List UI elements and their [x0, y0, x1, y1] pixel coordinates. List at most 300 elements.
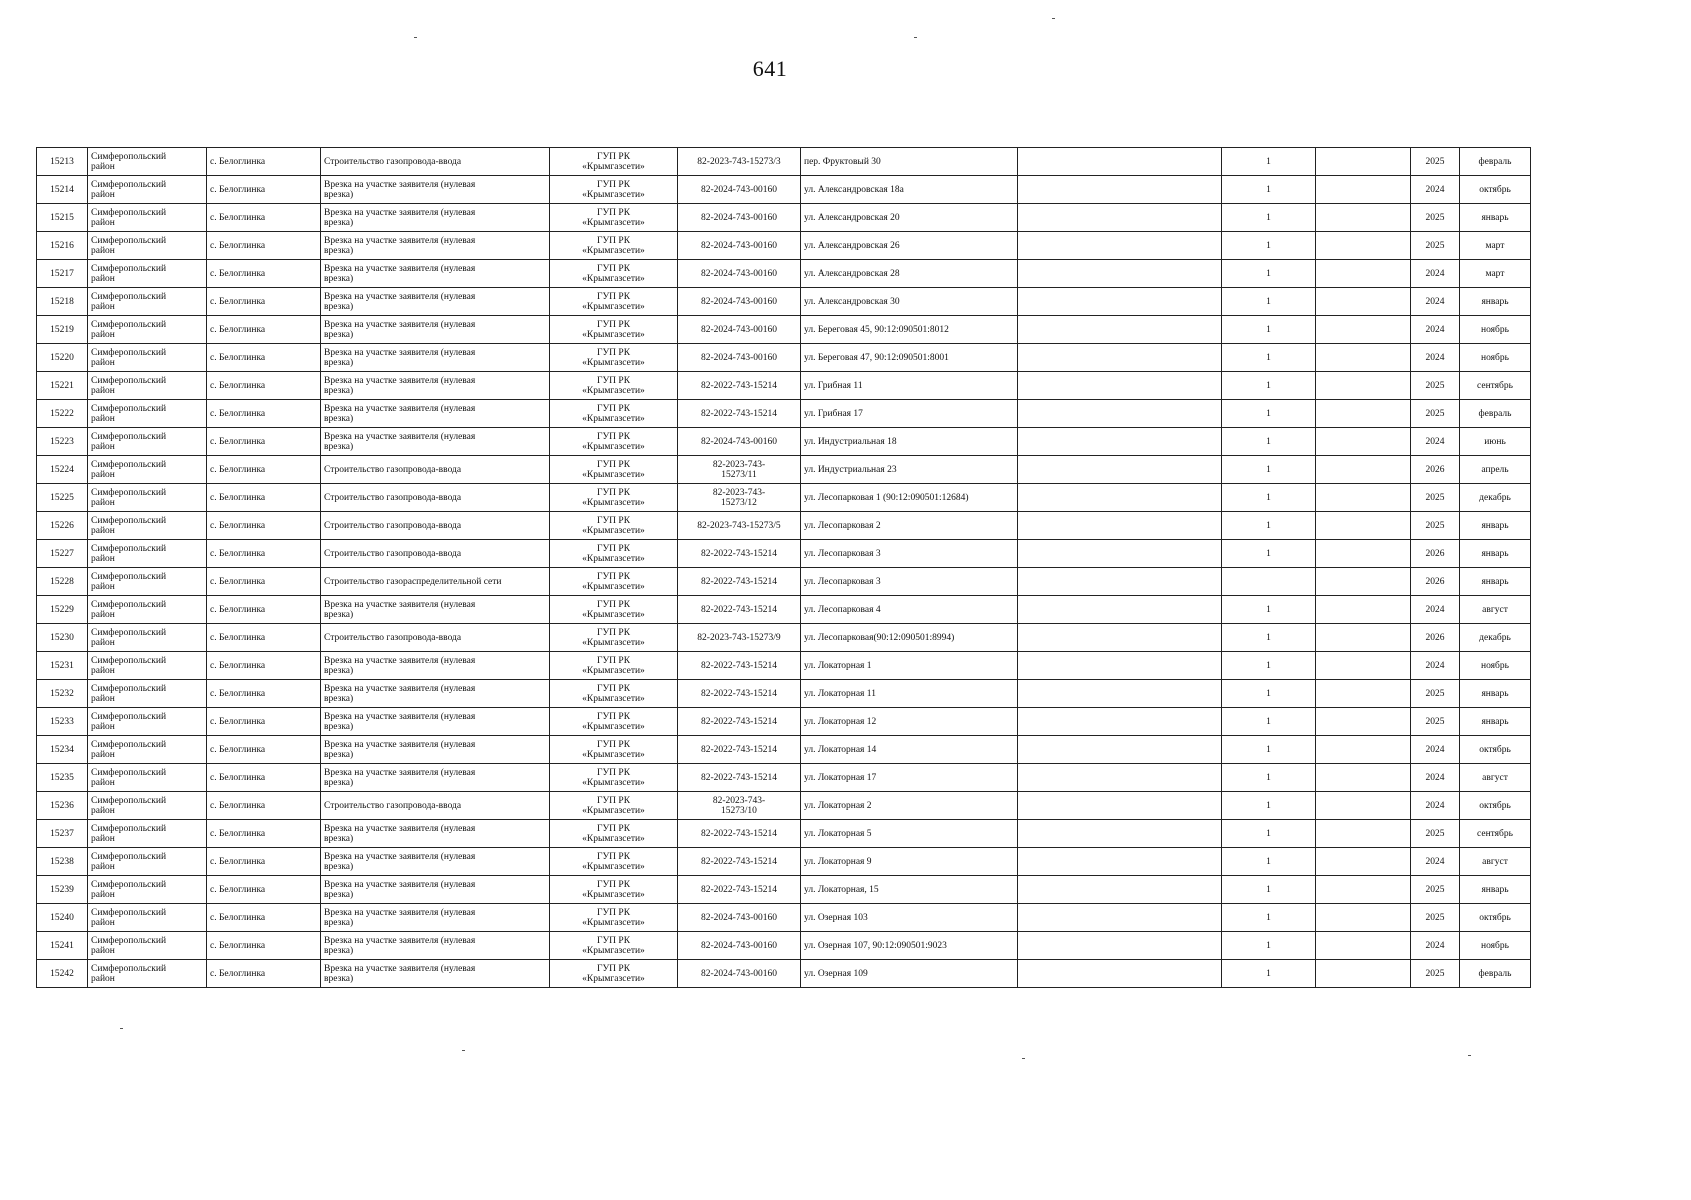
cell-district: [88, 316, 207, 344]
cell-project-code: [678, 512, 801, 540]
cell-id: 15217: [37, 260, 88, 288]
cell-work-type-line: врезка): [324, 273, 354, 284]
cell-work-type: [321, 512, 550, 540]
cell-project-code-line: 82-2022-743-15214: [701, 408, 777, 419]
cell-district-line: район: [91, 385, 115, 396]
cell-district-line: район: [91, 749, 115, 760]
cell-organization-line: ГУП РК: [596, 627, 631, 638]
cell-project-code-line: 82-2023-743-15273/9: [697, 632, 781, 643]
cell-organization-line: ГУП РК: [596, 851, 631, 862]
cell-empty: [1018, 708, 1222, 736]
cell-work-type: [321, 736, 550, 764]
cell-district-line: район: [91, 693, 115, 704]
cell-work-type: [321, 624, 550, 652]
cell-address: ул. Локаторная 2: [801, 792, 1018, 820]
cell-organization-line: ГУП РК: [596, 263, 631, 274]
cell-work-type-line: врезка): [324, 413, 354, 424]
cell-settlement: с. Белоглинка: [207, 596, 321, 624]
cell-district: [88, 596, 207, 624]
cell-empty: [1018, 820, 1222, 848]
cell-empty: [1316, 428, 1411, 456]
cell-address: ул. Грибная 17: [801, 400, 1018, 428]
cell-empty: [1316, 652, 1411, 680]
cell-work-type-line: врезка): [324, 301, 354, 312]
cell-work-type-line: врезка): [324, 917, 354, 928]
cell-settlement: с. Белоглинка: [207, 624, 321, 652]
cell-project-code: [678, 932, 801, 960]
cell-organization: [550, 764, 678, 792]
cell-id: 15231: [37, 652, 88, 680]
cell-month: октябрь: [1460, 736, 1531, 764]
cell-project-code: [678, 372, 801, 400]
cell-address: ул. Локаторная 9: [801, 848, 1018, 876]
cell-id: 15223: [37, 428, 88, 456]
cell-project-code-line: 82-2024-743-00160: [701, 296, 777, 307]
cell-year: 2026: [1411, 540, 1460, 568]
cell-project-code: [678, 204, 801, 232]
cell-district: [88, 344, 207, 372]
cell-settlement: с. Белоглинка: [207, 204, 321, 232]
cell-empty: [1018, 344, 1222, 372]
cell-month: июнь: [1460, 428, 1531, 456]
cell-project-code: [678, 624, 801, 652]
cell-work-type: [321, 904, 550, 932]
cell-organization: [550, 316, 678, 344]
cell-district-line: район: [91, 861, 115, 872]
cell-quantity: 1: [1222, 764, 1316, 792]
cell-month: ноябрь: [1460, 344, 1531, 372]
cell-district: [88, 932, 207, 960]
cell-organization-line: «Крымгазсети»: [582, 609, 645, 620]
cell-work-type: [321, 484, 550, 512]
cell-settlement: с. Белоглинка: [207, 372, 321, 400]
cell-empty: [1316, 344, 1411, 372]
cell-settlement: с. Белоглинка: [207, 400, 321, 428]
cell-month: февраль: [1460, 400, 1531, 428]
cell-empty: [1316, 708, 1411, 736]
cell-work-type: [321, 708, 550, 736]
cell-month: январь: [1460, 288, 1531, 316]
table-row: [37, 736, 1531, 764]
cell-empty: [1316, 680, 1411, 708]
cell-id: 15240: [37, 904, 88, 932]
cell-quantity: 1: [1222, 232, 1316, 260]
cell-month: март: [1460, 232, 1531, 260]
cell-district-line: район: [91, 525, 115, 536]
cell-district-line: Симферопольский: [91, 571, 167, 582]
cell-quantity: [1222, 568, 1316, 596]
table-row: [37, 568, 1531, 596]
cell-work-type: [321, 848, 550, 876]
cell-organization-line: «Крымгазсети»: [582, 889, 645, 900]
cell-project-code-line: 82-2022-743-15214: [701, 548, 777, 559]
cell-empty: [1018, 736, 1222, 764]
cell-project-code: [678, 904, 801, 932]
cell-work-type-line: Врезка на участке заявителя (нулевая: [324, 179, 476, 190]
cell-settlement: с. Белоглинка: [207, 764, 321, 792]
cell-quantity: 1: [1222, 960, 1316, 988]
cell-organization: [550, 484, 678, 512]
cell-year: 2026: [1411, 568, 1460, 596]
cell-organization-line: «Крымгазсети»: [582, 525, 645, 536]
cell-district-line: Симферопольский: [91, 599, 167, 610]
cell-project-code-line: 82-2022-743-15214: [701, 856, 777, 867]
cell-id: 15233: [37, 708, 88, 736]
cell-project-code-line: 82-2022-743-15214: [701, 380, 777, 391]
cell-organization: [550, 708, 678, 736]
cell-district: [88, 148, 207, 176]
cell-district-line: Симферопольский: [91, 235, 167, 246]
cell-project-code: [678, 568, 801, 596]
cell-organization-line: ГУП РК: [596, 907, 631, 918]
cell-district-line: Симферопольский: [91, 711, 167, 722]
cell-work-type-line: Строительство газопровода-ввода: [324, 520, 462, 531]
cell-month: октябрь: [1460, 176, 1531, 204]
cell-work-type-line: Врезка на участке заявителя (нулевая: [324, 935, 476, 946]
cell-year: 2024: [1411, 736, 1460, 764]
cell-organization-line: «Крымгазсети»: [582, 357, 645, 368]
cell-work-type-line: врезка): [324, 861, 354, 872]
cell-district-line: район: [91, 609, 115, 620]
cell-organization-line: ГУП РК: [596, 795, 631, 806]
cell-organization: [550, 904, 678, 932]
cell-organization-line: ГУП РК: [596, 767, 631, 778]
cell-year: 2025: [1411, 876, 1460, 904]
cell-settlement: с. Белоглинка: [207, 932, 321, 960]
cell-quantity: 1: [1222, 652, 1316, 680]
cell-empty: [1316, 484, 1411, 512]
cell-district-line: район: [91, 945, 115, 956]
cell-project-code-line: 82-2022-743-15214: [701, 576, 777, 587]
cell-empty: [1018, 680, 1222, 708]
page-number: 641: [752, 56, 788, 81]
cell-work-type: [321, 232, 550, 260]
cell-organization: [550, 680, 678, 708]
cell-district-line: район: [91, 273, 115, 284]
cell-work-type: [321, 372, 550, 400]
cell-project-code: [678, 428, 801, 456]
cell-id: 15225: [37, 484, 88, 512]
cell-project-code-line: 82-2022-743-15214: [701, 828, 777, 839]
cell-project-code: [678, 260, 801, 288]
table-row: [37, 372, 1531, 400]
cell-district-line: Симферопольский: [91, 263, 167, 274]
cell-organization-line: ГУП РК: [596, 683, 631, 694]
cell-organization-line: «Крымгазсети»: [582, 973, 645, 984]
cell-district-line: Симферопольский: [91, 207, 167, 218]
cell-organization: [550, 400, 678, 428]
cell-year: 2024: [1411, 596, 1460, 624]
cell-project-code: [678, 232, 801, 260]
cell-project-code-line: 82-2022-743-15214: [701, 604, 777, 615]
cell-district-line: район: [91, 217, 115, 228]
cell-id: 15229: [37, 596, 88, 624]
cell-settlement: с. Белоглинка: [207, 960, 321, 988]
cell-district-line: Симферопольский: [91, 179, 167, 190]
cell-project-code-line: 15273/10: [721, 805, 757, 816]
cell-year: 2025: [1411, 148, 1460, 176]
cell-work-type-line: врезка): [324, 693, 354, 704]
cell-work-type-line: Врезка на участке заявителя (нулевая: [324, 879, 476, 890]
table-row: [37, 232, 1531, 260]
cell-id: 15238: [37, 848, 88, 876]
cell-district-line: Симферопольский: [91, 795, 167, 806]
cell-address: ул. Локаторная 11: [801, 680, 1018, 708]
cell-month: октябрь: [1460, 792, 1531, 820]
cell-month: январь: [1460, 512, 1531, 540]
cell-empty: [1316, 148, 1411, 176]
cell-empty: [1316, 540, 1411, 568]
cell-project-code: [678, 484, 801, 512]
cell-id: 15218: [37, 288, 88, 316]
cell-work-type-line: Строительство газопровода-ввода: [324, 156, 462, 167]
cell-month: август: [1460, 848, 1531, 876]
cell-district-line: район: [91, 889, 115, 900]
cell-district-line: Симферопольский: [91, 487, 167, 498]
cell-district-line: район: [91, 161, 115, 172]
cell-district: [88, 876, 207, 904]
cell-project-code-line: 15273/12: [721, 497, 757, 508]
cell-work-type: [321, 148, 550, 176]
cell-work-type: [321, 792, 550, 820]
cell-address: ул. Александровская 20: [801, 204, 1018, 232]
cell-project-code-line: 82-2023-743-: [712, 795, 766, 806]
cell-district-line: район: [91, 497, 115, 508]
cell-organization-line: ГУП РК: [596, 403, 631, 414]
cell-work-type-line: Врезка на участке заявителя (нулевая: [324, 319, 476, 330]
cell-work-type: [321, 540, 550, 568]
cell-project-code: [678, 148, 801, 176]
cell-empty: [1018, 624, 1222, 652]
cell-address: ул. Береговая 47, 90:12:090501:8001: [801, 344, 1018, 372]
cell-district: [88, 512, 207, 540]
cell-year: 2024: [1411, 428, 1460, 456]
cell-work-type-line: врезка): [324, 777, 354, 788]
table-row: [37, 288, 1531, 316]
cell-organization-line: «Крымгазсети»: [582, 721, 645, 732]
cell-empty: [1018, 148, 1222, 176]
cell-month: октябрь: [1460, 904, 1531, 932]
cell-empty: [1316, 792, 1411, 820]
cell-empty: [1316, 596, 1411, 624]
cell-district: [88, 204, 207, 232]
cell-project-code: [678, 596, 801, 624]
cell-project-code-line: 82-2024-743-00160: [701, 324, 777, 335]
cell-work-type: [321, 680, 550, 708]
cell-project-code: [678, 764, 801, 792]
cell-work-type-line: врезка): [324, 749, 354, 760]
cell-year: 2024: [1411, 932, 1460, 960]
cell-settlement: с. Белоглинка: [207, 680, 321, 708]
cell-empty: [1316, 568, 1411, 596]
cell-organization-line: ГУП РК: [596, 459, 631, 470]
cell-address: ул. Локаторная 12: [801, 708, 1018, 736]
cell-project-code-line: 82-2024-743-00160: [701, 912, 777, 923]
cell-organization-line: ГУП РК: [596, 711, 631, 722]
cell-organization-line: «Крымгазсети»: [582, 217, 645, 228]
table-row: [37, 792, 1531, 820]
cell-work-type-line: Врезка на участке заявителя (нулевая: [324, 291, 476, 302]
cell-settlement: с. Белоглинка: [207, 484, 321, 512]
cell-district: [88, 680, 207, 708]
cell-year: 2024: [1411, 652, 1460, 680]
cell-quantity: 1: [1222, 400, 1316, 428]
cell-work-type-line: Строительство газораспределительной сети: [324, 576, 502, 587]
cell-settlement: с. Белоглинка: [207, 176, 321, 204]
cell-work-type: [321, 176, 550, 204]
cell-empty: [1316, 400, 1411, 428]
cell-project-code-line: 82-2024-743-00160: [701, 940, 777, 951]
cell-empty: [1316, 204, 1411, 232]
cell-work-type-line: Врезка на участке заявителя (нулевая: [324, 263, 476, 274]
cell-year: 2025: [1411, 820, 1460, 848]
cell-organization-line: ГУП РК: [596, 487, 631, 498]
cell-settlement: с. Белоглинка: [207, 260, 321, 288]
table-row: [37, 344, 1531, 372]
cell-address: ул. Александровская 28: [801, 260, 1018, 288]
cell-quantity: 1: [1222, 456, 1316, 484]
cell-year: 2024: [1411, 792, 1460, 820]
cell-district-line: район: [91, 777, 115, 788]
cell-address: ул. Грибная 11: [801, 372, 1018, 400]
cell-address: ул. Локаторная, 15: [801, 876, 1018, 904]
cell-district-line: Симферопольский: [91, 879, 167, 890]
cell-work-type-line: Врезка на участке заявителя (нулевая: [324, 963, 476, 974]
cell-district: [88, 372, 207, 400]
cell-work-type: [321, 316, 550, 344]
cell-district: [88, 484, 207, 512]
cell-work-type-line: Врезка на участке заявителя (нулевая: [324, 375, 476, 386]
cell-address: ул. Лесопарковая 4: [801, 596, 1018, 624]
cell-project-code: [678, 652, 801, 680]
cell-district-line: район: [91, 413, 115, 424]
cell-project-code: [678, 316, 801, 344]
cell-address: ул. Александровская 30: [801, 288, 1018, 316]
cell-month: февраль: [1460, 148, 1531, 176]
cell-district-line: Симферопольский: [91, 963, 167, 974]
cell-empty: [1018, 288, 1222, 316]
cell-empty: [1316, 876, 1411, 904]
cell-empty: [1018, 456, 1222, 484]
cell-project-code-line: 82-2024-743-00160: [701, 240, 777, 251]
cell-quantity: 1: [1222, 904, 1316, 932]
cell-district: [88, 764, 207, 792]
cell-organization-line: ГУП РК: [596, 599, 631, 610]
cell-work-type-line: Врезка на участке заявителя (нулевая: [324, 823, 476, 834]
cell-project-code-line: 82-2022-743-15214: [701, 716, 777, 727]
cell-empty: [1316, 316, 1411, 344]
cell-organization: [550, 932, 678, 960]
cell-settlement: с. Белоглинка: [207, 316, 321, 344]
cell-work-type-line: Строительство газопровода-ввода: [324, 492, 462, 503]
cell-empty: [1316, 260, 1411, 288]
cell-year: 2025: [1411, 708, 1460, 736]
table-row: [37, 596, 1531, 624]
cell-organization: [550, 960, 678, 988]
cell-organization: [550, 876, 678, 904]
cell-settlement: с. Белоглинка: [207, 708, 321, 736]
cell-district: [88, 820, 207, 848]
table-row: [37, 932, 1531, 960]
cell-organization-line: «Крымгазсети»: [582, 469, 645, 480]
cell-district-line: Симферопольский: [91, 935, 167, 946]
table-row: [37, 456, 1531, 484]
cell-month: февраль: [1460, 960, 1531, 988]
cell-project-code-line: 82-2024-743-00160: [701, 436, 777, 447]
cell-work-type-line: Строительство газопровода-ввода: [324, 548, 462, 559]
cell-work-type: [321, 288, 550, 316]
cell-district: [88, 288, 207, 316]
cell-empty: [1018, 904, 1222, 932]
cell-district: [88, 540, 207, 568]
table-row: [37, 484, 1531, 512]
cell-organization: [550, 232, 678, 260]
cell-month: ноябрь: [1460, 316, 1531, 344]
cell-district-line: район: [91, 637, 115, 648]
cell-month: декабрь: [1460, 484, 1531, 512]
cell-organization-line: «Крымгазсети»: [582, 301, 645, 312]
cell-quantity: 1: [1222, 484, 1316, 512]
cell-project-code-line: 82-2023-743-15273/5: [697, 520, 781, 531]
cell-organization-line: «Крымгазсети»: [582, 777, 645, 788]
cell-month: январь: [1460, 204, 1531, 232]
cell-address: ул. Лесопарковая 3: [801, 568, 1018, 596]
cell-organization: [550, 260, 678, 288]
cell-quantity: 1: [1222, 372, 1316, 400]
cell-settlement: с. Белоглинка: [207, 232, 321, 260]
cell-work-type-line: Врезка на участке заявителя (нулевая: [324, 347, 476, 358]
cell-district: [88, 568, 207, 596]
cell-empty: [1018, 400, 1222, 428]
cell-work-type: [321, 764, 550, 792]
cell-organization: [550, 204, 678, 232]
cell-month: январь: [1460, 876, 1531, 904]
cell-address: ул. Лесопарковая 3: [801, 540, 1018, 568]
cell-district-line: район: [91, 189, 115, 200]
cell-month: январь: [1460, 680, 1531, 708]
cell-work-type-line: Строительство газопровода-ввода: [324, 632, 462, 643]
cell-year: 2025: [1411, 204, 1460, 232]
cell-district-line: район: [91, 665, 115, 676]
cell-month: август: [1460, 596, 1531, 624]
cell-organization-line: «Крымгазсети»: [582, 329, 645, 340]
cell-organization: [550, 148, 678, 176]
cell-work-type-line: врезка): [324, 889, 354, 900]
cell-work-type-line: врезка): [324, 189, 354, 200]
cell-project-code-line: 82-2023-743-: [712, 487, 766, 498]
cell-work-type: [321, 652, 550, 680]
cell-project-code: [678, 848, 801, 876]
cell-address: ул. Индустриальная 23: [801, 456, 1018, 484]
gas-connection-register-table: [36, 147, 1531, 988]
cell-district: [88, 456, 207, 484]
cell-id: 15213: [37, 148, 88, 176]
cell-quantity: 1: [1222, 596, 1316, 624]
cell-district-line: район: [91, 469, 115, 480]
cell-year: 2025: [1411, 512, 1460, 540]
cell-year: 2024: [1411, 316, 1460, 344]
cell-quantity: 1: [1222, 540, 1316, 568]
cell-month: январь: [1460, 708, 1531, 736]
cell-work-type: [321, 400, 550, 428]
cell-organization-line: «Крымгазсети»: [582, 385, 645, 396]
table-row: [37, 204, 1531, 232]
cell-work-type-line: Врезка на участке заявителя (нулевая: [324, 403, 476, 414]
cell-project-code-line: 82-2024-743-00160: [701, 212, 777, 223]
cell-month: январь: [1460, 540, 1531, 568]
cell-district: [88, 260, 207, 288]
table-row: [37, 316, 1531, 344]
